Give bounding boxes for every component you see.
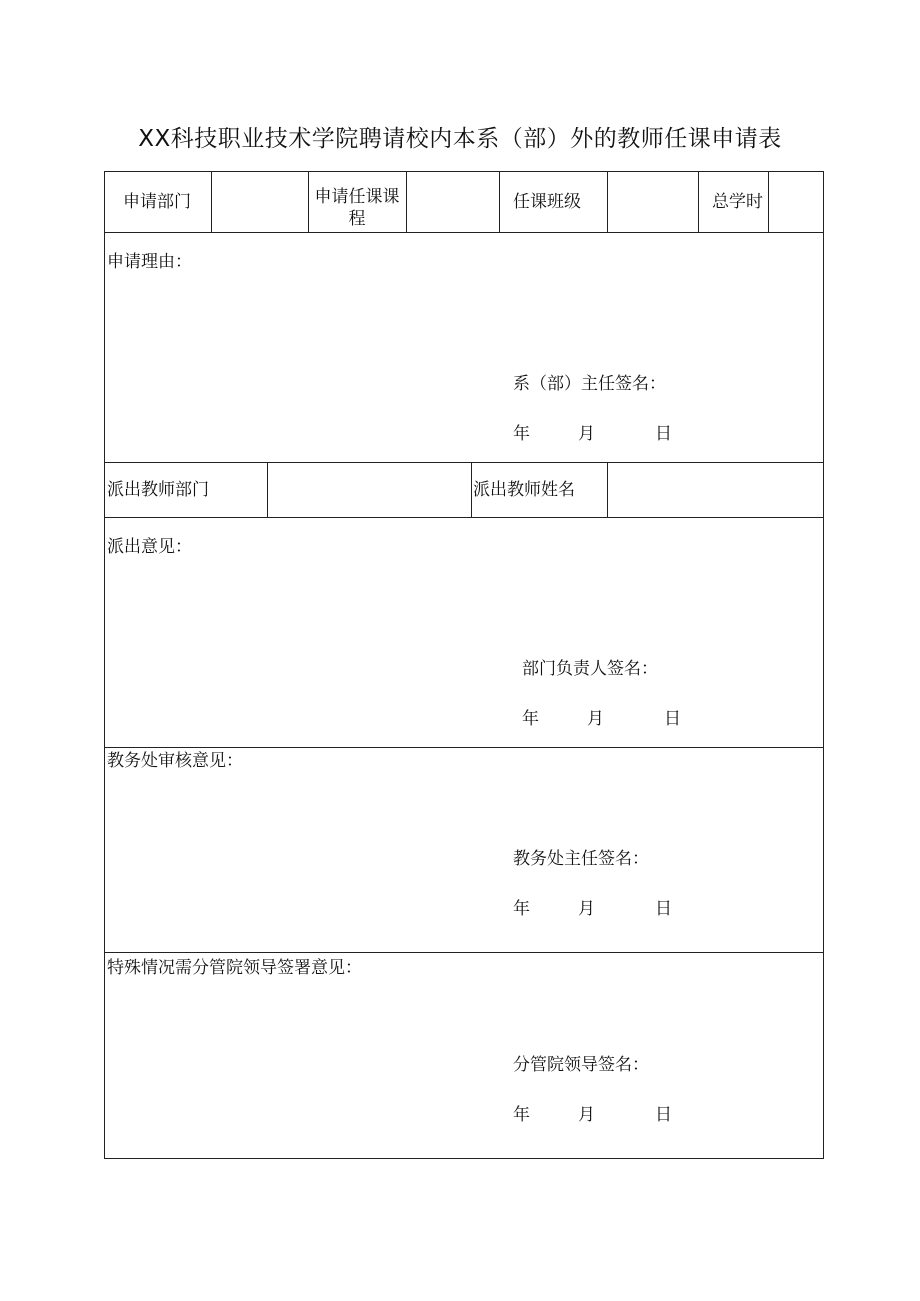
teacher-dept-field[interactable] bbox=[271, 475, 466, 505]
date-day: 日 bbox=[655, 424, 672, 444]
cell-divider bbox=[211, 172, 212, 232]
dispatch-opinion-label: 派出意见： bbox=[107, 537, 192, 557]
dept-leader-signature-label: 部门负责人签名： bbox=[522, 659, 658, 679]
application-form-table bbox=[104, 171, 824, 1159]
row-divider bbox=[105, 232, 823, 233]
date-month: 月 bbox=[587, 709, 604, 729]
academic-review-label: 教务处审核意见： bbox=[107, 751, 243, 771]
date-year: 年 bbox=[522, 709, 539, 729]
dept-head-signature-label: 系（部）主任签名： bbox=[513, 374, 666, 394]
row-divider bbox=[105, 747, 823, 748]
apply-dept-field[interactable] bbox=[215, 187, 303, 217]
cell-divider bbox=[607, 172, 608, 232]
course-label bbox=[308, 186, 406, 230]
class-field[interactable] bbox=[611, 187, 693, 217]
total-hours-label: 总学时 bbox=[712, 192, 763, 212]
date-day: 日 bbox=[655, 899, 672, 919]
date-day: 日 bbox=[655, 1105, 672, 1125]
leader-signature-label: 分管院领导签名： bbox=[513, 1055, 649, 1075]
cell-divider bbox=[768, 172, 769, 232]
leader-opinion-label: 特殊情况需分管院领导签署意见： bbox=[107, 958, 362, 978]
apply-dept-label: 申请部门 bbox=[123, 192, 191, 212]
teacher-dept-label: 派出教师部门 bbox=[107, 480, 209, 500]
row-divider bbox=[105, 462, 823, 463]
cell-divider bbox=[267, 462, 268, 517]
total-hours-field[interactable] bbox=[772, 187, 820, 217]
cell-divider bbox=[607, 462, 608, 517]
row-divider bbox=[105, 952, 823, 953]
date-month: 月 bbox=[578, 424, 595, 444]
date-month: 月 bbox=[578, 1105, 595, 1125]
row-divider bbox=[105, 517, 823, 518]
course-field[interactable] bbox=[410, 187, 495, 217]
cell-divider bbox=[471, 462, 472, 517]
cell-divider bbox=[499, 172, 500, 232]
form-title: XX科技职业技术学院聘请校内本系（部）外的教师任课申请表 bbox=[138, 126, 782, 152]
teacher-name-label: 派出教师姓名 bbox=[473, 480, 575, 500]
date-year: 年 bbox=[513, 424, 530, 444]
academic-director-signature-label: 教务处主任签名： bbox=[513, 849, 649, 869]
date-day: 日 bbox=[664, 709, 681, 729]
teacher-name-field[interactable] bbox=[611, 475, 819, 505]
date-year: 年 bbox=[513, 899, 530, 919]
cell-divider bbox=[698, 172, 699, 232]
class-label: 任课班级 bbox=[513, 192, 581, 212]
date-year: 年 bbox=[513, 1105, 530, 1125]
reason-label: 申请理由： bbox=[107, 252, 192, 272]
course-label-line1: 申请任课课 bbox=[314, 187, 400, 207]
date-month: 月 bbox=[578, 899, 595, 919]
cell-divider bbox=[406, 172, 407, 232]
course-label-line2: 程 bbox=[348, 209, 366, 229]
